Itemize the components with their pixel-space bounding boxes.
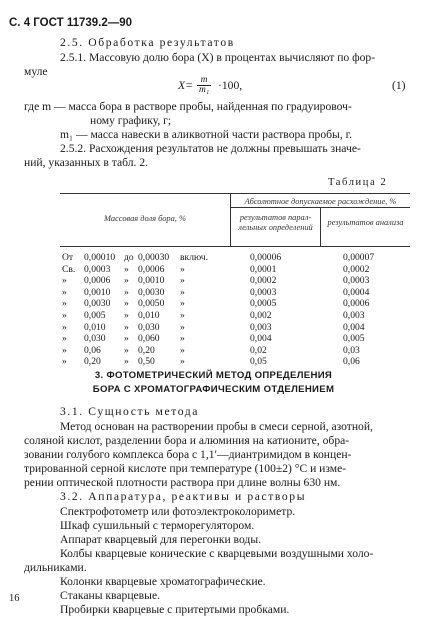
cell-analysis: 0,06 [343,356,360,368]
cell-suffix: включ. [180,252,209,263]
apparatus-item-6: Стаканы кварцевые. [60,589,160,602]
cell-prefix: » [62,321,67,333]
apparatus-item-4-line1: Колбы кварцевые конические с кварцевыми воздушными холо- [60,547,374,560]
table-top-rule [60,193,410,194]
apparatus-item-3: Аппарат кварцевый для перегонки воды. [60,533,262,546]
cell-mid: » [124,333,129,345]
cell-suffix: » [180,263,185,275]
cell-to: 0,0050 [138,298,165,310]
section-3-title-line1: 3. ФОТОМЕТРИЧЕСКИЙ МЕТОД ОПРЕДЕЛЕНИЯ [94,370,333,381]
section-2-5-title: 2.5. Обработка результатов [60,36,235,49]
cell-from: 0,0030 [84,298,111,310]
cell-analysis: 0,003 [343,310,365,321]
cell-to: 0,20 [138,344,155,356]
paragraph-3-1-line3: зовании голубого комплекса бора с 1,1′—диантримидом в концен- [24,448,352,461]
cell-prefix: » [62,344,67,356]
paragraph-3-1-line2: соляной кислот, разделении бора и алюминия на катионите, обра- [24,434,350,447]
cell-from: 0,0003 [84,263,111,275]
formula-denominator: m₁ [199,85,210,95]
cell-prefix: » [62,356,67,368]
apparatus-item-1: Спектрофотометр или фотоэлектроколориметр. [60,505,296,518]
cell-to: 0,060 [138,333,160,345]
cell-prefix: Св. [62,263,76,275]
cell-prefix: » [62,275,67,287]
cell-parallel: 0,0003 [250,286,277,298]
cell-analysis: 0,03 [343,344,360,356]
formula-rhs: ·100, [218,79,243,92]
cell-to: 0,0030 [138,286,165,298]
page-number: 16 [9,593,20,604]
apparatus-item-7: Пробирки кварцевые с притертыми пробками. [60,603,290,616]
table-col-divider-2 [320,207,321,247]
cell-prefix: » [62,333,67,345]
table-caption: Таблица 2 [328,177,388,188]
cell-analysis: 0,0003 [343,275,370,287]
cell-analysis: 0,004 [343,321,365,333]
cell-analysis: 0,0002 [343,263,370,275]
cell-suffix: » [180,310,185,321]
section-3-title-line2: БОРА С ХРОМАТОГРАФИЧЕСКИМ ОТДЕЛЕНИЕМ [92,384,335,395]
paragraph-3-1-line5: рении оптической плотности раствора при длине волны 630 нм. [24,476,341,489]
cell-mid: » [124,286,129,298]
paragraph-2-5-2-line1: 2.5.2. Расхождения результатов не должны превышать значе- [60,142,361,155]
cell-to: 0,030 [138,321,160,333]
table-col1-header: Массовая доля бора, % [104,214,186,223]
cell-suffix: » [180,344,185,356]
cell-parallel: 0,02 [250,344,267,356]
section-3-1-title: 3.1. Сущность метода [60,405,200,418]
cell-analysis: 0,00007 [343,252,375,263]
table-col2-header-line1: результатов парал- [239,213,312,222]
cell-from: 0,00010 [84,252,116,263]
where-line2: ному графику, г; [90,114,172,127]
where-line3: m₁ — масса навески в аликвотной части раствора пробы, г. [60,128,352,141]
cell-parallel: 0,004 [250,333,272,345]
table-group-header: Абсолютное допускаемое расхождение, % [244,197,397,206]
cell-from: 0,20 [84,356,101,368]
cell-parallel: 0,0005 [250,298,277,310]
cell-to: 0,010 [138,310,160,321]
cell-from: 0,0006 [84,275,111,287]
apparatus-item-2: Шкаф сушильный с терморегулятором. [60,519,255,532]
cell-to: 0,0010 [138,275,165,287]
formula-numerator: m [197,76,211,86]
cell-suffix: » [180,286,185,298]
page-header: С. 4 ГОСТ 11739.2—90 [9,17,133,29]
cell-mid: » [124,344,129,356]
cell-parallel: 0,0002 [250,275,277,287]
cell-suffix: » [180,356,185,368]
cell-from: 0,06 [84,344,101,356]
cell-from: 0,010 [84,321,106,333]
formula-fraction [197,76,211,95]
cell-suffix: » [180,321,185,333]
paragraph-2-5-2-line2: ний, указанных в табл. 2. [24,156,149,169]
cell-analysis: 0,0004 [343,286,370,298]
paragraph-2-5-1-line2: муле [24,65,48,78]
cell-suffix: » [180,298,185,310]
cell-parallel: 0,002 [250,310,272,321]
cell-prefix: От [62,252,74,263]
cell-prefix: » [62,298,67,310]
cell-mid: » [124,321,129,333]
formula-lhs: X= [178,79,193,92]
cell-suffix: » [180,275,185,287]
formula-number: (1) [392,79,406,92]
cell-to: 0,50 [138,356,155,368]
cell-mid: » [124,275,129,287]
cell-from: 0,005 [84,310,106,321]
cell-parallel: 0,00006 [250,252,282,263]
apparatus-item-5: Колонки кварцевые хроматографические. [60,575,266,588]
cell-suffix: » [180,333,185,345]
paragraph-3-1-line4: трированной серной кислоте при температуре (100±2) °C и изме- [24,462,347,475]
cell-parallel: 0,0001 [250,263,277,275]
cell-prefix: » [62,310,67,321]
paragraph-2-5-1-line1: 2.5.1. Массовую долю бора (X) в процентах вычисляют по фор- [60,51,376,64]
cell-mid: до [124,252,134,263]
table-col3-header: результатов анализа [327,218,404,227]
cell-prefix: » [62,286,67,298]
cell-to: 0,00030 [138,252,170,263]
cell-mid: » [124,263,129,275]
cell-mid: » [124,356,129,368]
cell-to: 0,0006 [138,263,165,275]
cell-analysis: 0,0006 [343,298,370,310]
cell-parallel: 0,003 [250,321,272,333]
table-header-rule [60,246,410,247]
cell-from: 0,0010 [84,286,111,298]
cell-mid: » [124,310,129,321]
where-line1: где m — масса бора в растворе пробы, найденная по градуировоч- [24,100,352,113]
cell-from: 0,030 [84,333,106,345]
section-3-2-title: 3.2. Аппаратура, реактивы и растворы [60,490,307,503]
cell-mid: » [124,298,129,310]
cell-parallel: 0,05 [250,356,267,368]
table-col2-header-line2: лельных определений [238,223,313,232]
paragraph-3-1-line1: Метод основан на растворении пробы в смеси серной, азотной, [60,420,373,433]
cell-analysis: 0,005 [343,333,365,345]
apparatus-item-4-line2: дильниками. [24,561,87,574]
